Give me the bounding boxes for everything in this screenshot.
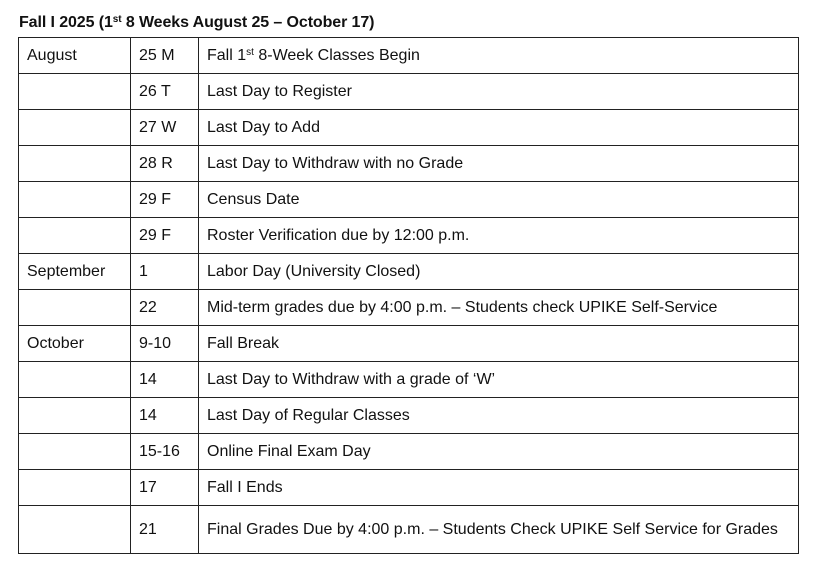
event-cell: Last Day to Withdraw with a grade of ‘W’: [199, 362, 799, 398]
event-cell: Final Grades Due by 4:00 p.m. – Students Check UPIKE Self Service for Grades: [199, 506, 799, 554]
month-cell: [19, 182, 131, 218]
table-row: [19, 38, 799, 74]
day-cell: 15-16: [131, 434, 199, 470]
table-row: [19, 398, 799, 434]
month-cell: [19, 218, 131, 254]
event-cell: Last Day of Regular Classes: [199, 398, 799, 434]
table-row: [19, 254, 799, 290]
day-cell: 17: [131, 470, 199, 506]
event-cell: Mid-term grades due by 4:00 p.m. – Students check UPIKE Self-Service: [199, 290, 799, 326]
month-cell: [19, 434, 131, 470]
table-row: [19, 146, 799, 182]
event-suffix: 8-Week Classes Begin: [253, 47, 420, 64]
table-row: [19, 74, 799, 110]
academic-calendar-table: [18, 37, 799, 554]
table-row: [19, 362, 799, 398]
month-cell: September: [19, 254, 131, 290]
table-row: [19, 110, 799, 146]
table-row: [19, 470, 799, 506]
table-row: [19, 434, 799, 470]
month-cell: October: [19, 326, 131, 362]
event-cell: Online Final Exam Day: [199, 434, 799, 470]
month-cell: August: [19, 38, 131, 74]
event-ordinal: st: [246, 47, 254, 58]
title-suffix: 8 Weeks August 25 – October 17): [121, 14, 375, 31]
month-cell: [19, 398, 131, 434]
day-cell: 21: [131, 506, 199, 554]
month-cell: [19, 506, 131, 554]
month-cell: [19, 362, 131, 398]
day-cell: 28 R: [131, 146, 199, 182]
event-cell: Fall I Ends: [199, 470, 799, 506]
event-cell: Fall Break: [199, 326, 799, 362]
event-cell: [199, 38, 799, 74]
day-cell: 25 M: [131, 38, 199, 74]
event-cell: Last Day to Withdraw with no Grade: [199, 146, 799, 182]
table-row: [19, 326, 799, 362]
table-row: [19, 218, 799, 254]
month-cell: [19, 110, 131, 146]
day-cell: 29 F: [131, 182, 199, 218]
event-cell: Last Day to Add: [199, 110, 799, 146]
day-cell: 1: [131, 254, 199, 290]
month-cell: [19, 74, 131, 110]
day-cell: 9-10: [131, 326, 199, 362]
table-row: [19, 506, 799, 554]
page-title: [19, 14, 374, 32]
month-cell: [19, 146, 131, 182]
event-prefix: Fall 1: [207, 47, 247, 64]
event-cell: Census Date: [199, 182, 799, 218]
title-ordinal: st: [112, 14, 122, 25]
day-cell: 14: [131, 362, 199, 398]
day-cell: 14: [131, 398, 199, 434]
table-row: [19, 290, 799, 326]
table-row: [19, 182, 799, 218]
day-cell: 26 T: [131, 74, 199, 110]
month-cell: [19, 290, 131, 326]
day-cell: 22: [131, 290, 199, 326]
event-cell: Roster Verification due by 12:00 p.m.: [199, 218, 799, 254]
month-cell: [19, 470, 131, 506]
event-cell: Last Day to Register: [199, 74, 799, 110]
day-cell: 29 F: [131, 218, 199, 254]
title-prefix: Fall I 2025 (1: [19, 14, 113, 31]
day-cell: 27 W: [131, 110, 199, 146]
event-cell: Labor Day (University Closed): [199, 254, 799, 290]
